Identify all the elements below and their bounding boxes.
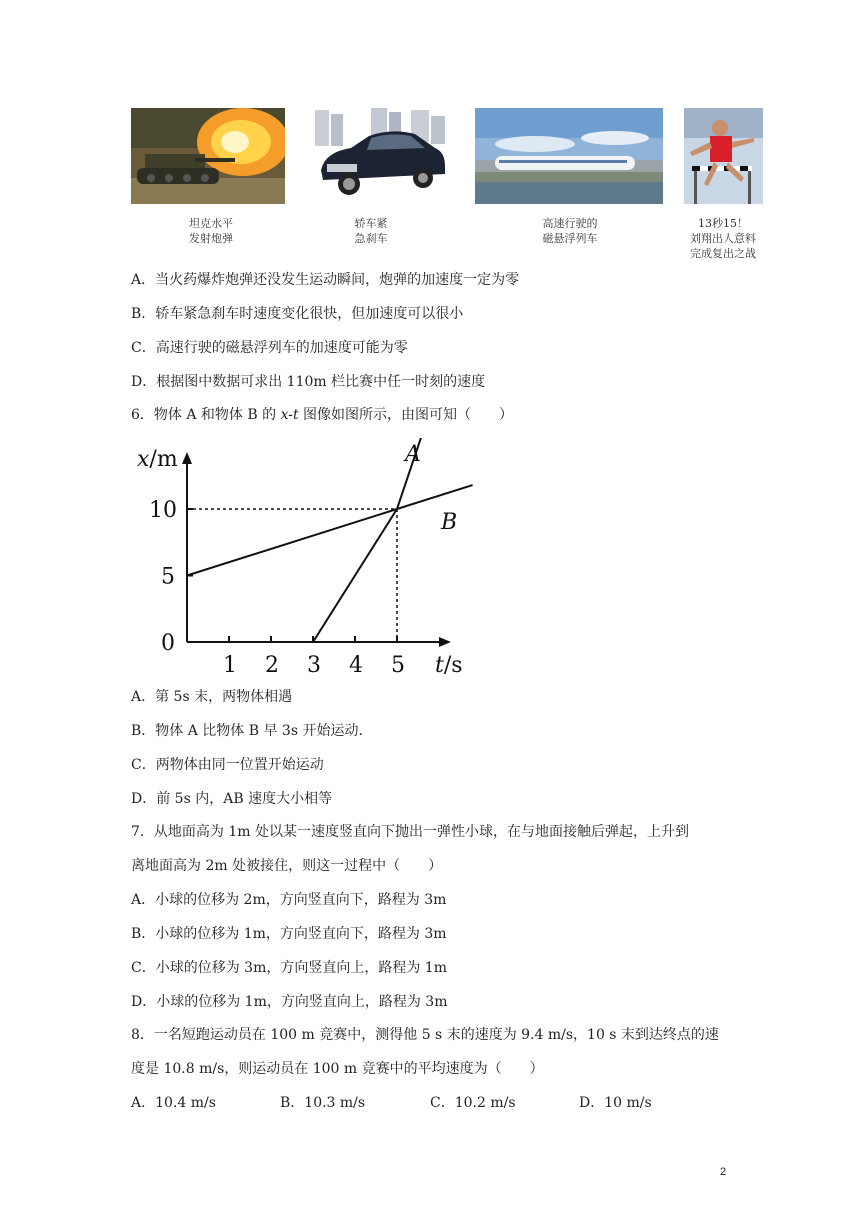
caption-line: 刘翔出人意料 [690, 232, 756, 245]
q8-option-a: A．10.4 m/s [131, 1095, 216, 1111]
q8-stem-line2: 度是 10.8 m/s，则运动员在 100 m 竞赛中的平均速度为（ ） [131, 1061, 544, 1077]
caption-line: 完成复出之战 [690, 247, 756, 260]
q5-option-c: C．高速行驶的磁悬浮列车的加速度可能为零 [131, 340, 408, 356]
q5-option-a: A．当火药爆炸炮弹还没发生运动瞬间，炮弹的加速度一定为零 [131, 272, 520, 288]
x-tick-label: 5 [391, 653, 405, 678]
q6-stem-variable: x-t [280, 407, 299, 423]
x-tick-label: 1 [223, 653, 237, 678]
q6-stem-before: 6．物体 A 和物体 B 的 [131, 407, 281, 423]
caption-line: 13秒15！ [698, 217, 748, 230]
tank-photo [131, 108, 285, 204]
y-axis-label: x/m [137, 447, 178, 472]
maglev-caption [530, 216, 610, 246]
y-tick-label: 10 [149, 498, 177, 523]
series-label-A: A [405, 442, 421, 467]
x-tick-label: 4 [349, 653, 363, 678]
caption-line: 发射炮弹 [189, 232, 233, 245]
q6-option-d: D．前 5s 内，AB 速度大小相等 [131, 791, 333, 807]
q8-stem-line1: 8．一名短跑运动员在 100 m 竞赛中，测得他 5 s 末的速度为 9.4 m/s，10 s 末到达终点的速 [131, 1027, 719, 1043]
y-axis-arrow [182, 452, 192, 464]
xt-graph [125, 438, 485, 678]
series-line-A [313, 438, 445, 642]
q6-option-a: A．第 5s 末，两物体相遇 [131, 689, 293, 705]
series-label-B: B [441, 510, 458, 535]
x-tick-label: 3 [307, 653, 321, 678]
sedan-caption [331, 216, 411, 246]
caption-line: 高速行驶的 [542, 217, 598, 230]
x-axis-label: t/s [435, 653, 463, 678]
q7-option-b: B．小球的位移为 1m，方向竖直向下，路程为 3m [131, 926, 447, 942]
q5-option-d: D．根据图中数据可求出 110m 栏比赛中任一时刻的速度 [131, 374, 486, 390]
q8-option-d: D．10 m/s [579, 1095, 652, 1111]
q6-option-b: B．物体 A 比物体 B 早 3s 开始运动. [131, 723, 363, 739]
hurdler-photo [684, 108, 763, 204]
q6-stem-after: 图像如图所示，由图可知（ ） [298, 407, 514, 423]
caption-line: 坦克水平 [189, 217, 233, 230]
q7-stem-line2: 离地面高为 2m 处被接住，则这一过程中（ ） [131, 858, 443, 874]
x-axis-arrow [439, 637, 451, 647]
maglev-photo [475, 108, 663, 204]
q7-option-d: D．小球的位移为 1m，方向竖直向上，路程为 3m [131, 994, 448, 1010]
q8-option-c: C．10.2 m/s [430, 1095, 516, 1111]
caption-line: 急刹车 [354, 232, 388, 245]
q8-option-b: B．10.3 m/s [280, 1095, 366, 1111]
q7-stem-line1: 7．从地面高为 1m 处以某一速度竖直向下抛出一弹性小球，在与地面接触后弹起，上升到 [131, 824, 689, 840]
hurdler-caption [683, 216, 763, 261]
q7-option-c: C．小球的位移为 3m，方向竖直向上，路程为 1m [131, 960, 447, 976]
q6-option-c: C．两物体由同一位置开始运动 [131, 757, 324, 773]
x-tick-label: 2 [265, 653, 279, 678]
series-line-B [187, 485, 473, 575]
q6-stem [131, 406, 513, 424]
sedan-photo [311, 108, 450, 204]
y-tick-label: 5 [161, 564, 175, 590]
caption-line: 磁悬浮列车 [542, 232, 598, 245]
page-number: 2 [720, 1166, 727, 1178]
q7-option-a: A．小球的位移为 2m，方向竖直向下，路程为 3m [131, 892, 447, 908]
tank-caption [171, 216, 251, 246]
y-tick-label: 0 [161, 631, 175, 656]
caption-line: 轿车紧 [354, 217, 388, 230]
q5-option-b: B．轿车紧急刹车时速度变化很快，但加速度可以很小 [131, 306, 464, 322]
